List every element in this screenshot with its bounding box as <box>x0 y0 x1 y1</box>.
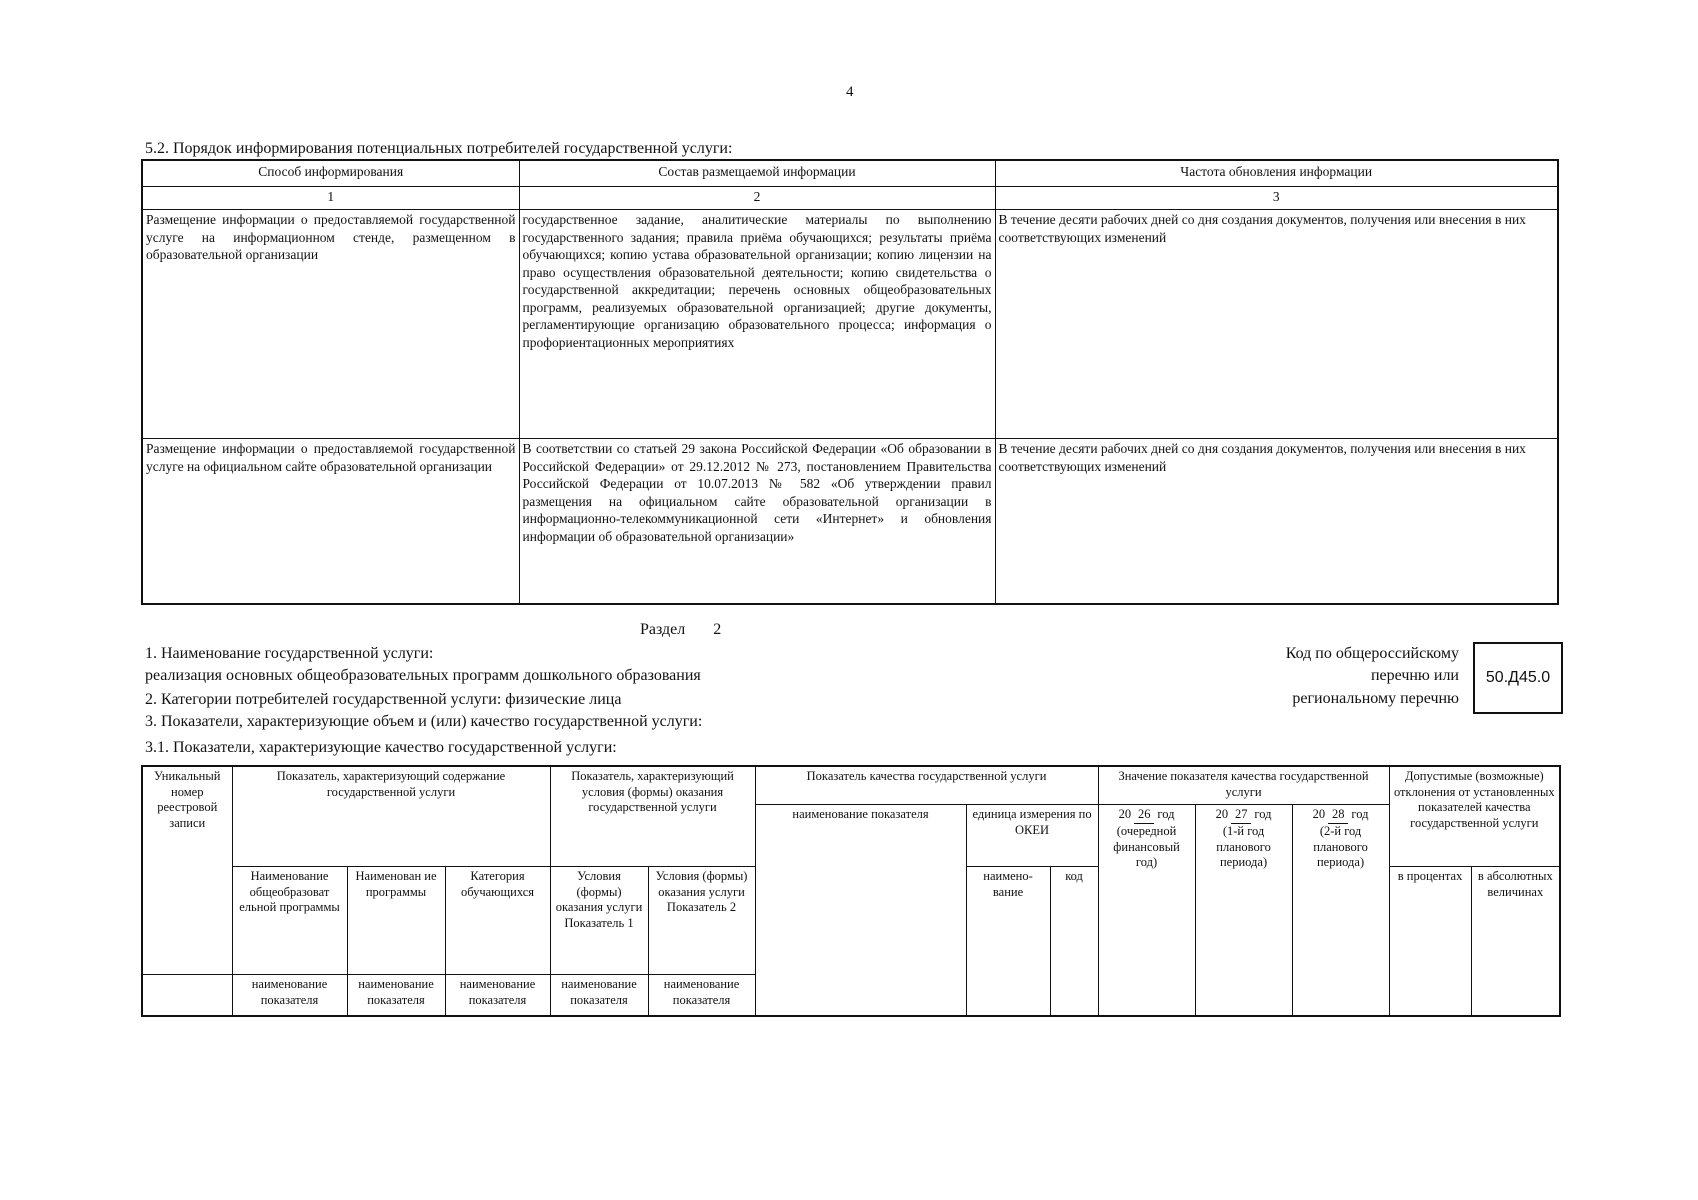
year-note: (2-й год планового периода) <box>1313 824 1368 870</box>
sub-column-label: наименование показателя <box>347 975 445 1016</box>
column-header-method: Способ информирования <box>142 160 519 187</box>
column-number: 2 <box>519 187 995 210</box>
deviation-percent-header: в процентах <box>1389 866 1471 1016</box>
section-title <box>640 621 721 639</box>
info-frequency-cell: В течение десяти рабочих дней со дня создания документов, получения или внесения в них соответствующих изменений <box>995 210 1558 439</box>
year-2027-header <box>1195 805 1292 1016</box>
quality-indicator-header: Показатель качества государственной услуги <box>755 766 1098 805</box>
indicator-name-header: наименование показателя <box>755 805 966 1016</box>
column-header-content: Состав размещаемой информации <box>519 160 995 187</box>
info-frequency-cell: В течение десяти рабочих дней со дня создания документов, получения или внесения в них соответствующих изменений <box>995 439 1558 604</box>
service-code-box: 50.Д45.0 <box>1473 642 1563 714</box>
sub-column-label: наименование показателя <box>232 975 347 1016</box>
column-number: 1 <box>142 187 519 210</box>
unit-code-header: код <box>1050 866 1098 1016</box>
service-name-label: 1. Наименование государственной услуги: <box>145 645 434 662</box>
year-word: год <box>1157 807 1175 822</box>
unit-name-header: наимено-вание <box>966 866 1050 1016</box>
sub-column-header: Наименован ие программы <box>347 866 445 975</box>
year-2026-header <box>1098 805 1195 1016</box>
code-label-line-2: перечню или <box>1370 667 1459 684</box>
sub-column-label: наименование показателя <box>550 975 648 1016</box>
info-content-cell: В соответствии со статьей 29 закона Российской Федерации «Об образовании в Российской Федерации» от 29.12.2012 № 273, постановлением Правительства Российской Федерации от 10.07.2013 № 582 «Об утверждении правил размещения на официальном сайте образовательной организации в информационно-телекоммуникационной сети «Интернет» и обновления информации об образовательной организации» <box>519 439 995 604</box>
year-prefix: 20 <box>1312 807 1326 822</box>
year-value: 27 <box>1231 807 1251 824</box>
year-note: (1-й год планового периода) <box>1216 824 1271 870</box>
code-label-line-1: Код по общероссийскому <box>1285 645 1459 662</box>
column-header-frequency: Частота обновления информации <box>995 160 1558 187</box>
sub-column-label: наименование показателя <box>445 975 550 1016</box>
column-number-row <box>142 187 1558 210</box>
deviations-header: Допустимые (возможные) отклонения от установленных показателей качества государственной услуги <box>1389 766 1560 866</box>
info-method-cell: Размещение информации о предоставляемой государственной услуге на информационном стенде, размещенном в образовательной организации <box>142 210 519 439</box>
year-value: 26 <box>1134 807 1154 824</box>
year-word: год <box>1254 807 1272 822</box>
quality-indicators-table <box>141 765 1561 1017</box>
table-header-row <box>142 766 1560 805</box>
conditions-indicator-header: Показатель, характеризующий условия (формы) оказания государственной услуги <box>550 766 755 866</box>
indicators-heading: 3. Показатели, характеризующие объем и (или) качество государственной услуги: <box>145 713 703 730</box>
quality-indicators-heading: 3.1. Показатели, характеризующие качество государственной услуги: <box>145 739 617 756</box>
sub-column-label: наименование показателя <box>648 975 755 1016</box>
section-title-number: 2 <box>713 621 722 638</box>
column-number: 3 <box>995 187 1558 210</box>
table-row <box>142 210 1558 439</box>
table-header-row <box>142 160 1558 187</box>
sub-column-header: Условия (формы) оказания услуги Показатель 1 <box>550 866 648 975</box>
sub-column-header: Условия (формы) оказания услуги Показатель 2 <box>648 866 755 975</box>
year-prefix: 20 <box>1118 807 1132 822</box>
empty-cell <box>142 975 232 1016</box>
year-note: (очередной финансовый год) <box>1113 824 1180 870</box>
unique-number-header: Уникальный номер реестровой записи <box>142 766 232 975</box>
info-method-cell: Размещение информации о предоставляемой государственной услуге на официальном сайте образовательной организации <box>142 439 519 604</box>
year-2028-header <box>1292 805 1389 1016</box>
sub-column-header: Категория обучающихся <box>445 866 550 975</box>
quality-value-header: Значение показателя качества государственной услуги <box>1098 766 1389 805</box>
content-indicator-header: Показатель, характеризующий содержание государственной услуги <box>232 766 550 866</box>
consumer-categories: 2. Категории потребителей государственной услуги: физические лица <box>145 691 622 708</box>
information-procedure-table <box>141 159 1559 605</box>
year-prefix: 20 <box>1215 807 1229 822</box>
info-content-cell: государственное задание, аналитические материалы по выполнению государственного задания; правила приёма обучающихся; результаты приёма обучающихся; копию устава образовательной организации; копию лицензии на право осуществления образовательной деятельности; копию свидетельства о государственной аккредитации; перечень основных общеобразовательных программ, реализуемых образовательной организацией; другие документы, регламентирующие организацию образовательного процесса; информация о профориентационных мероприятиях <box>519 210 995 439</box>
year-value: 28 <box>1328 807 1348 824</box>
service-name-value: реализация основных общеобразовательных программ дошкольного образования <box>145 667 701 684</box>
unit-okei-header: единица измерения по ОКЕИ <box>966 805 1098 866</box>
section-title-word: Раздел <box>640 621 686 638</box>
deviation-absolute-header: в абсолютных величинах <box>1471 866 1560 1016</box>
section-5-2-heading: 5.2. Порядок информирования потенциальных потребителей государственной услуги: <box>145 140 733 157</box>
code-label-line-3: региональному перечню <box>1292 690 1459 707</box>
year-word: год <box>1351 807 1369 822</box>
table-row <box>142 439 1558 604</box>
sub-column-header: Наименование общеобразоват ельной программы <box>232 866 347 975</box>
page-number: 4 <box>846 84 854 100</box>
